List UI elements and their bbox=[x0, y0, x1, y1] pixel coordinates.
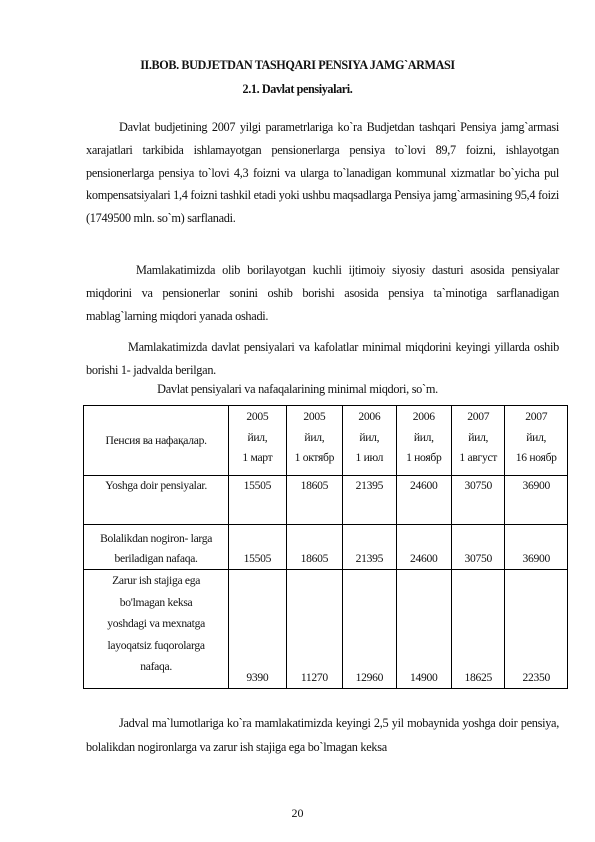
header-date: 1 ноябр bbox=[406, 451, 442, 464]
table-header-row bbox=[84, 406, 568, 476]
row-label-line: nafaqa. bbox=[140, 660, 172, 673]
header-cell bbox=[505, 406, 568, 476]
paragraph-1: Davlat budjetining 2007 yilgi parametrlariga ko`ra Budjetdan tashqari Pensiya jamg`armasi xarajatlari tarkibida ishlamayotgan pensionerlarga pensiya to`lovi 89,7 foizni, ishlayotgan pensionerlarga pensiya to`lovi 4,3 foizni va ularga to`lanadigan kommunal xizmatlar bo`yicha pul kompensatsiyalari 1,4 foizni tashkil etadi yoki ushbu maqsadlarga Pensiya jamg`armasining 95,4 foizi (1749500 mln. so`m) sarflanadi. bbox=[86, 120, 559, 226]
row-label bbox=[84, 570, 229, 689]
header-year: 2006 bbox=[358, 410, 381, 423]
header-unit: йил, bbox=[413, 430, 434, 444]
table-cell: 24600 bbox=[396, 476, 451, 525]
pension-table bbox=[83, 405, 568, 689]
row-label bbox=[84, 525, 229, 570]
header-year: 2005 bbox=[246, 410, 269, 423]
header-year: 2007 bbox=[525, 410, 548, 423]
header-date: 1 март bbox=[242, 451, 273, 464]
header-date: 1 август bbox=[459, 451, 498, 464]
table-cell: 21395 bbox=[343, 525, 396, 570]
table-row bbox=[84, 476, 568, 525]
paragraph-2: Mamlakatimizda olib borilayotgan kuchli ijtimoiy siyosiy dasturi asosida pensiyalar miqdorini va pensionerlar sonini oshib borishi asosida pensiya ta`minotiga sarflanadigan mablag`larning miqdori yanada oshadi. bbox=[86, 263, 559, 323]
table-cell: 30750 bbox=[452, 525, 505, 570]
table-cell: 11270 bbox=[286, 570, 342, 689]
header-unit: йил, bbox=[247, 430, 268, 444]
section-heading: 2.1. Davlat pensiyalari. bbox=[242, 82, 353, 96]
table-cell: 15505 bbox=[229, 525, 286, 570]
header-unit: йил, bbox=[526, 430, 547, 444]
row-label-line: bo'lmagan keksa bbox=[119, 595, 193, 609]
header-cell bbox=[452, 406, 505, 476]
header-cell bbox=[286, 406, 342, 476]
header-date: 1 октябр bbox=[294, 451, 335, 464]
table-cell: 12960 bbox=[343, 570, 396, 689]
header-label-cell: Пенсия ва нафақалар. bbox=[84, 406, 229, 476]
table-row bbox=[84, 570, 568, 689]
row-label-line: yoshdagi va mexnatga bbox=[107, 617, 205, 630]
table-cell: 14900 bbox=[396, 570, 451, 689]
table-cell: 9390 bbox=[229, 570, 286, 689]
table-cell: 30750 bbox=[452, 476, 505, 525]
table-cell: 21395 bbox=[343, 476, 396, 525]
header-year: 2007 bbox=[467, 410, 490, 423]
header-cell bbox=[396, 406, 451, 476]
table-cell: 22350 bbox=[505, 570, 568, 689]
table-cell: 18605 bbox=[286, 476, 342, 525]
table-cell: 36900 bbox=[505, 525, 568, 570]
table-cell: 36900 bbox=[505, 476, 568, 525]
table-cell: 24600 bbox=[396, 525, 451, 570]
table-caption: Davlat pensiyalari va nafaqalarining minimal miqdori, so`m. bbox=[157, 382, 438, 396]
table-cell: 18605 bbox=[286, 525, 342, 570]
header-year: 2006 bbox=[412, 410, 435, 423]
row-label-line: beriladigan nafaqa. bbox=[114, 552, 198, 565]
table-row bbox=[84, 525, 568, 570]
paragraph-3: Mamlakatimizda davlat pensiyalari va kafolatlar minimal miqdorini keyingi yillarda oshib borishi 1- jadvalda berilgan. bbox=[86, 340, 559, 377]
header-unit: йил, bbox=[359, 430, 380, 444]
row-label-line: layoqatsiz fuqorolarga bbox=[107, 638, 205, 652]
row-label-line: Zarur ish stajiga ega bbox=[112, 574, 201, 587]
paragraph-4: Jadval ma`lumotlariga ko`ra mamlakatimizda keyingi 2,5 yil mobaynida yoshga doir pensiya, bolalikdan nogironlarga va zarur ish stajiga ega bo`lmagan keksa bbox=[86, 716, 559, 754]
header-unit: йил, bbox=[304, 430, 325, 444]
header-date: 1 июл bbox=[355, 451, 384, 464]
table-cell: 18625 bbox=[452, 570, 505, 689]
header-cell bbox=[343, 406, 396, 476]
header-date: 16 ноябр bbox=[515, 451, 557, 464]
row-label: Yoshga doir pensiyalar. bbox=[84, 476, 229, 525]
header-year: 2005 bbox=[303, 410, 326, 423]
header-cell bbox=[229, 406, 286, 476]
table-cell: 15505 bbox=[229, 476, 286, 525]
chapter-heading: II.BOB. BUDJETDAN TASHQARI PENSIYA JAMG`ARMASI bbox=[140, 58, 455, 72]
row-label-line: Bolalikdan nogiron- larga bbox=[100, 532, 213, 545]
page-number: 20 bbox=[291, 806, 304, 820]
header-unit: йил, bbox=[468, 430, 489, 444]
